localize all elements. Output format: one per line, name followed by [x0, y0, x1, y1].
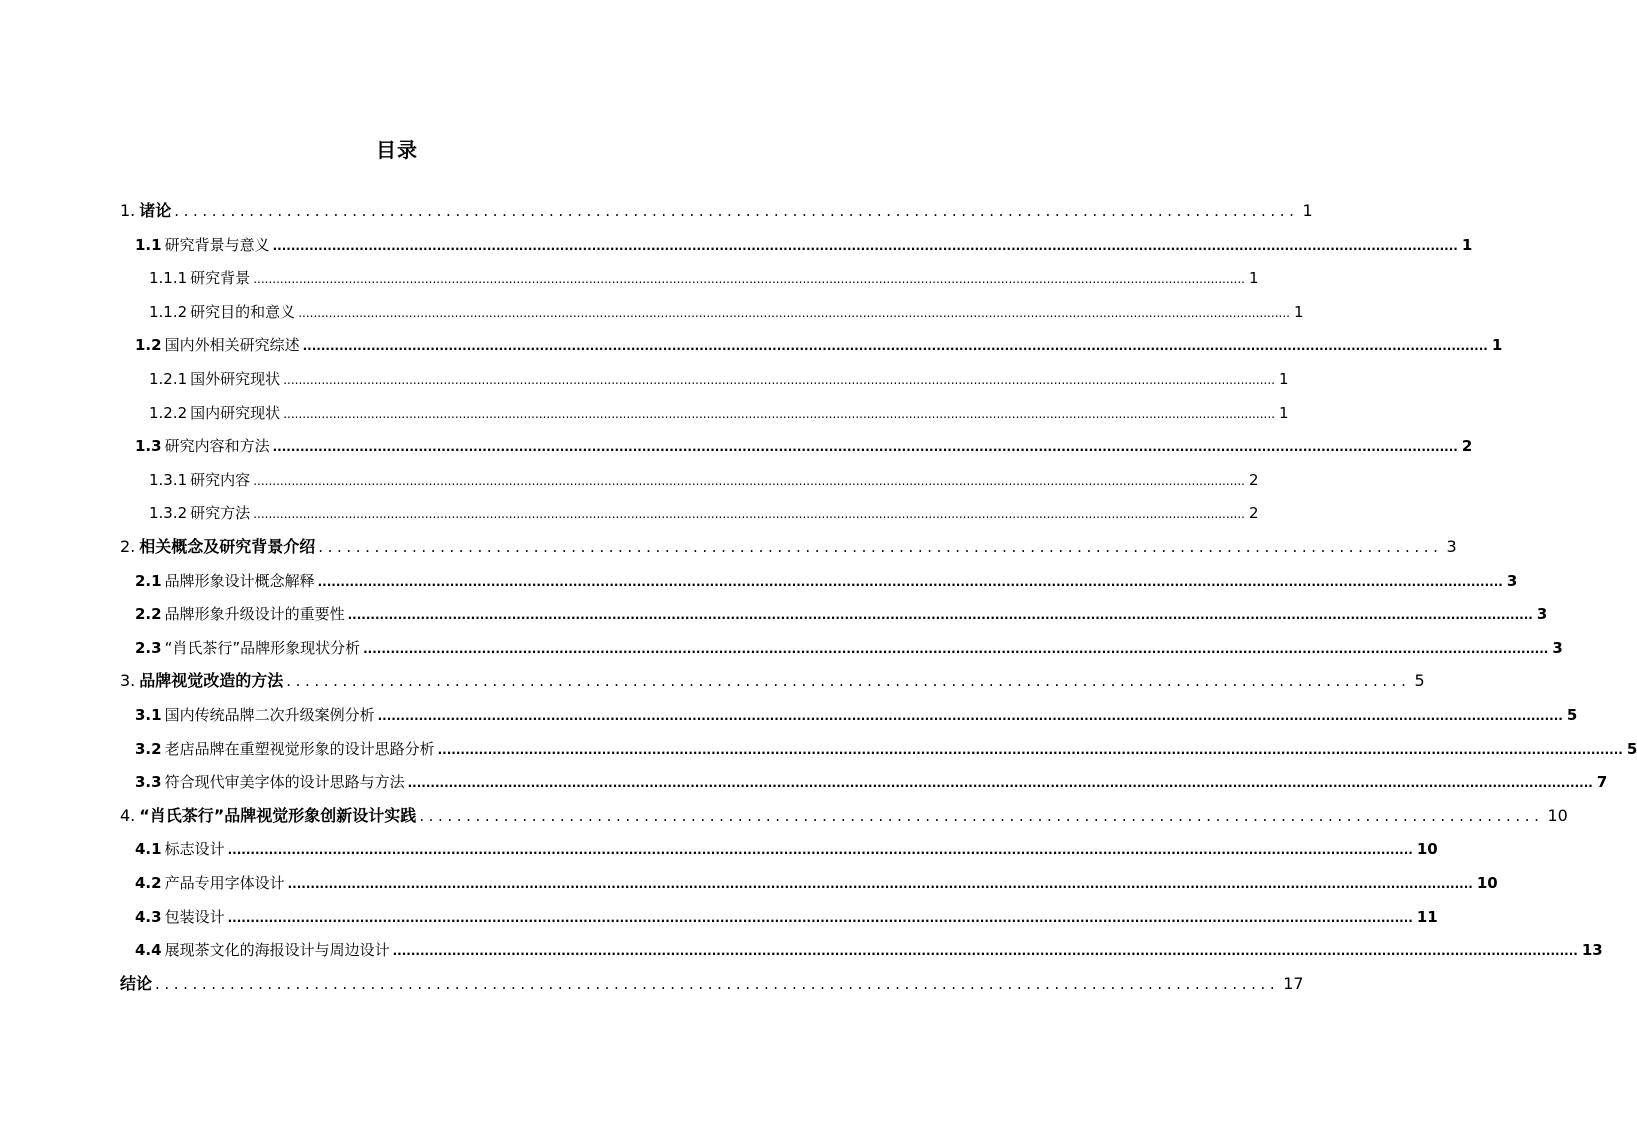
- toc-entry-number: 1.2.1: [149, 370, 188, 388]
- toc-dot-leader: ....................................................................................................................................................................................................................................................................: [227, 910, 1413, 925]
- toc-entry-number: 4.2: [135, 874, 162, 892]
- toc-entry[interactable]: [135, 232, 1473, 258]
- toc-dot-leader: ....................................................................................................................................................................................................................................................................: [377, 709, 1563, 723]
- toc-entry[interactable]: [135, 937, 1603, 963]
- toc-entry-number: 1.2.2: [149, 403, 188, 422]
- toc-entry-number: 4.: [120, 805, 136, 825]
- toc-entry-page: 10: [1547, 805, 1568, 825]
- toc-entry-page: 3: [1552, 638, 1563, 657]
- toc-entry[interactable]: [135, 433, 1473, 459]
- toc-entry-page: 1: [1491, 336, 1503, 355]
- toc-entry[interactable]: [135, 635, 1563, 661]
- toc-entry-title: 品牌视觉改造的方法: [139, 671, 284, 691]
- toc-entry-page: 3: [1536, 605, 1548, 624]
- toc-entry-page: 5: [1566, 706, 1578, 724]
- toc-entry-title: 标志设计: [164, 840, 225, 859]
- toc-dot-leader: ....................................................................................................................................................................................................................................................................: [283, 406, 1275, 421]
- toc-entry-page: 13: [1581, 941, 1603, 960]
- toc-entry-title: 相关概念及研究背景介绍: [139, 537, 316, 556]
- toc-entry-number: 1.1: [135, 235, 162, 254]
- toc-entry-title: 研究目的和意义: [190, 302, 296, 321]
- toc-entry[interactable]: [149, 265, 1259, 291]
- toc-dot-leader: ........................................................................................................................: [419, 806, 1544, 825]
- toc-entry-page: 5: [1626, 739, 1637, 758]
- toc-dot-leader: ........................................................................................................................: [318, 538, 1443, 556]
- toc-entry[interactable]: [149, 467, 1259, 493]
- toc-entry-page: 2: [1248, 504, 1259, 523]
- toc-entry[interactable]: [135, 769, 1608, 795]
- toc-entry-page: 1: [1302, 201, 1313, 220]
- toc-entry-title: 诸论: [139, 201, 172, 220]
- toc-entry-page: 7: [1596, 773, 1608, 792]
- toc-dot-leader: ....................................................................................................................................................................................................................................................................: [272, 440, 1458, 455]
- toc-entry-number: 2.3: [135, 638, 162, 657]
- toc-dot-leader: ....................................................................................................................................................................................................................................................................: [283, 373, 1275, 387]
- toc-entry-page: 3: [1506, 571, 1518, 590]
- toc-dot-leader: ........................................................................................................................: [286, 672, 1411, 691]
- toc-entry[interactable]: [149, 400, 1289, 426]
- toc-dot-leader: ....................................................................................................................................................................................................................................................................: [272, 238, 1458, 253]
- toc-dot-leader: ....................................................................................................................................................................................................................................................................: [227, 843, 1413, 858]
- toc-entry-page: 17: [1283, 973, 1304, 993]
- toc-entry-page: 10: [1416, 840, 1438, 859]
- toc-entry[interactable]: [135, 601, 1548, 627]
- toc-dot-leader: ........................................................................................................................: [174, 202, 1299, 220]
- toc-entry[interactable]: [135, 332, 1503, 358]
- toc-entry[interactable]: [135, 904, 1438, 930]
- toc-entry-title: 国内研究现状: [190, 403, 281, 422]
- toc-entry[interactable]: [135, 870, 1498, 896]
- toc-dot-leader: ....................................................................................................................................................................................................................................................................: [407, 776, 1593, 791]
- toc-entry-title: 研究内容: [190, 470, 251, 489]
- toc-dot-leader: ........................................................................................................................: [155, 974, 1280, 993]
- toc-entry[interactable]: [149, 299, 1304, 325]
- toc-entry-page: 2: [1461, 437, 1473, 456]
- toc-entry-page: 3: [1446, 537, 1457, 556]
- toc-entry-title: 老店品牌在重塑视觉形象的设计思路分析: [164, 739, 435, 758]
- toc-entry-title: 结论: [120, 973, 153, 993]
- toc-entry-number: 1.1.2: [149, 302, 188, 321]
- toc-entry-title: “肖氏茶行”品牌形象现状分析: [164, 638, 361, 657]
- toc-entry[interactable]: [135, 736, 1637, 762]
- toc-entry-number: 3.2: [135, 739, 162, 758]
- toc-entry-page: 2: [1248, 470, 1259, 489]
- toc-entry-number: 4.4: [135, 941, 162, 960]
- toc-entry[interactable]: [120, 971, 1304, 997]
- toc-entry-number: 4.1: [135, 840, 162, 859]
- toc-entry-number: 4.3: [135, 907, 162, 926]
- toc-entry[interactable]: [135, 836, 1438, 862]
- toc-entry-title: 展现茶文化的海报设计与周边设计: [164, 941, 390, 960]
- toc-entry-title: “肖氏茶行”品牌视觉形象创新设计实践: [139, 805, 417, 825]
- toc-entry-title: 国内外相关研究综述: [164, 336, 300, 355]
- toc-entry-title: 包装设计: [164, 907, 225, 926]
- toc-entry-title: 研究背景: [190, 269, 251, 288]
- toc-entry-title: 品牌形象升级设计的重要性: [164, 605, 345, 624]
- toc-dot-leader: ....................................................................................................................................................................................................................................................................: [347, 608, 1533, 623]
- toc-entry-number: 3.: [120, 671, 136, 691]
- toc-dot-leader: ....................................................................................................................................................................................................................................................................: [317, 574, 1503, 589]
- toc-entry-number: 1.1.1: [149, 269, 188, 288]
- toc-entry-title: 研究方法: [190, 504, 251, 523]
- toc-dot-leader: ....................................................................................................................................................................................................................................................................: [363, 641, 1549, 656]
- toc-entry-page: 1: [1278, 403, 1289, 422]
- toc-entry-title: 国外研究现状: [190, 370, 281, 388]
- toc-entry-number: 1.3: [135, 437, 162, 456]
- toc-entry-page: 10: [1476, 874, 1498, 892]
- toc-entry[interactable]: [135, 568, 1518, 594]
- toc-entry-number: 2.: [120, 537, 136, 556]
- toc-entry-page: 1: [1248, 269, 1259, 288]
- toc-entry-title: 符合现代审美字体的设计思路与方法: [164, 773, 405, 792]
- toc-entry[interactable]: [149, 366, 1289, 392]
- toc-entry-number: 2.1: [135, 571, 162, 590]
- toc-entry[interactable]: [120, 668, 1425, 694]
- toc-dot-leader: ....................................................................................................................................................................................................................................................................: [253, 507, 1245, 522]
- toc-dot-leader: ....................................................................................................................................................................................................................................................................: [253, 473, 1245, 488]
- toc-dot-leader: ....................................................................................................................................................................................................................................................................: [437, 742, 1623, 757]
- toc-dot-leader: ....................................................................................................................................................................................................................................................................: [392, 944, 1578, 959]
- toc-entry[interactable]: [120, 534, 1457, 560]
- toc-entry-title: 产品专用字体设计: [164, 874, 285, 892]
- toc-entry-title: 研究内容和方法: [164, 437, 270, 456]
- toc-dot-leader: ....................................................................................................................................................................................................................................................................: [302, 339, 1488, 354]
- toc-entry-number: 1.3.1: [149, 470, 188, 489]
- toc-dot-leader: ....................................................................................................................................................................................................................................................................: [287, 877, 1473, 891]
- toc-entry-title: 研究背景与意义: [164, 235, 270, 254]
- toc-entry-number: 3.1: [135, 706, 162, 724]
- toc-entry-number: 2.2: [135, 605, 162, 624]
- toc-entry-page: 5: [1414, 671, 1425, 691]
- toc-entry-title: 品牌形象设计概念解释: [164, 571, 315, 590]
- toc-entry-page: 1: [1461, 235, 1473, 254]
- toc-entry-number: 1.: [120, 201, 136, 220]
- toc-entry[interactable]: [149, 500, 1259, 526]
- toc-entry[interactable]: [120, 198, 1313, 224]
- toc-entry-page: 1: [1278, 370, 1289, 388]
- toc-entry-page: 11: [1416, 907, 1438, 926]
- toc-entry[interactable]: [120, 803, 1568, 829]
- toc-entry-number: 1.2: [135, 336, 162, 355]
- toc-dot-leader: ....................................................................................................................................................................................................................................................................: [253, 272, 1245, 287]
- toc-entry[interactable]: [135, 702, 1578, 728]
- toc-entry-number: 1.3.2: [149, 504, 188, 523]
- toc-entry-number: 3.3: [135, 773, 162, 792]
- toc-entry-title: 国内传统品牌二次升级案例分析: [164, 706, 375, 724]
- toc-dot-leader: ....................................................................................................................................................................................................................................................................: [298, 305, 1290, 320]
- toc-entry-page: 1: [1293, 302, 1304, 321]
- page-title: 目录: [376, 138, 418, 162]
